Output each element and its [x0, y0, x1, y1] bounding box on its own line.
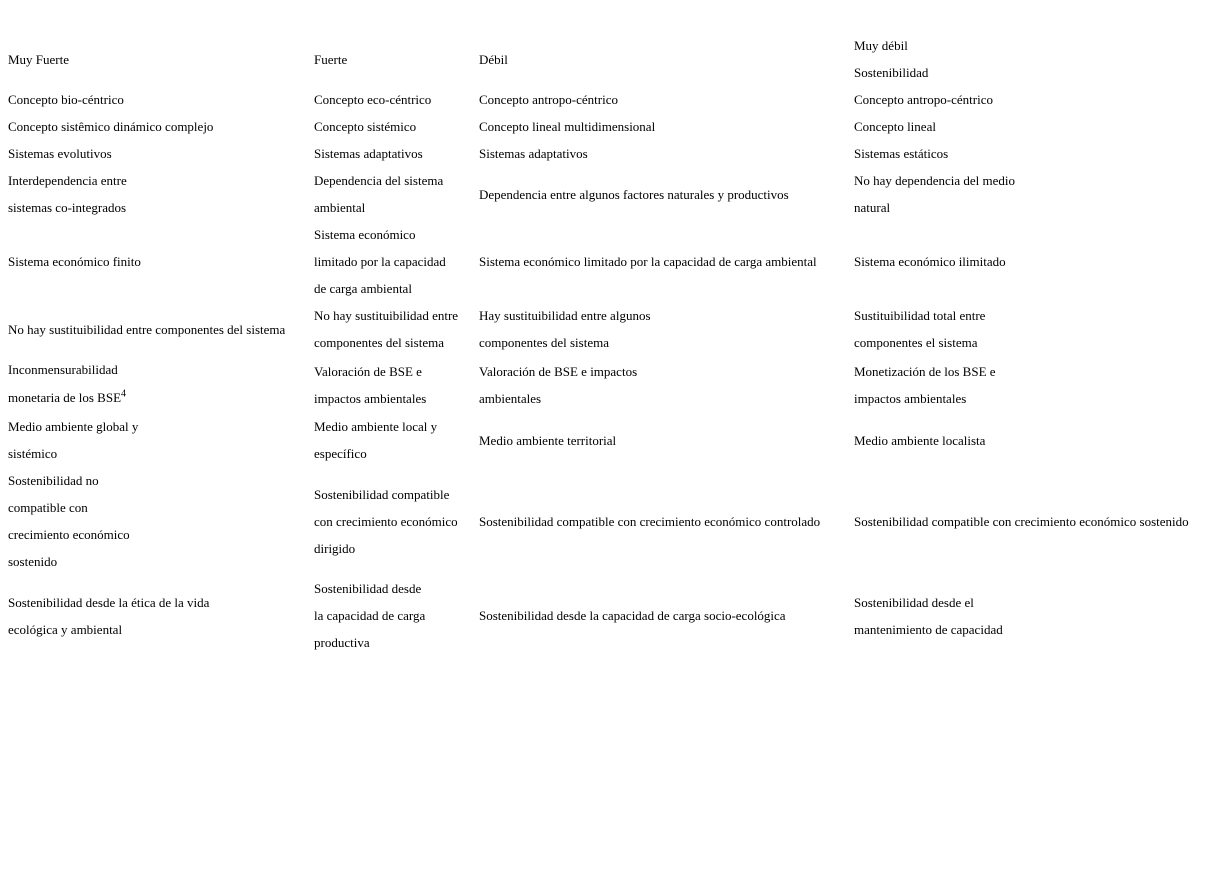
cell-line: sostenido	[8, 554, 58, 569]
cell-line: Concepto antropo-céntrico	[479, 92, 618, 107]
table-row	[6, 575, 1218, 656]
cell-line: Valoración de BSE e impactos	[479, 363, 638, 379]
cell-line: la capacidad de carga	[314, 608, 426, 623]
cell-line: Medio ambiente territorial	[479, 432, 617, 448]
cell-line: dirigido	[314, 540, 356, 556]
cell-line	[8, 383, 310, 413]
cell-line: Dependencia del sistema	[314, 173, 444, 188]
cell-line: Sistemas estáticos	[854, 146, 949, 161]
cell-line: Valoración de BSE e	[314, 363, 422, 379]
cell-line: Interdependencia entre	[8, 173, 127, 188]
cell-line: componentes el sistema	[854, 335, 978, 350]
cell-line: No hay dependencia del medio	[854, 173, 1015, 188]
cell-line: Sistema económico ilimitado	[854, 254, 1006, 269]
table-row	[6, 167, 1218, 221]
header-fuerte	[312, 32, 477, 86]
table-row	[6, 86, 1218, 113]
table-cell	[477, 413, 852, 467]
table-cell	[852, 86, 1218, 113]
cell-line: Sistema económico	[314, 227, 416, 242]
table-cell	[6, 221, 312, 302]
table-cell	[312, 221, 477, 302]
header-label: Muy débil	[854, 38, 908, 53]
cell-line: componentes del sistema	[314, 335, 444, 350]
table-cell	[477, 221, 852, 302]
table-cell	[852, 221, 1218, 302]
cell-line: Sostenibilidad desde	[314, 581, 422, 596]
cell-line: Sostenibilidad compatible	[314, 486, 450, 502]
cell-line: ecológica y ambiental	[8, 621, 123, 637]
cell-line: Sistema económico finito	[8, 254, 141, 269]
table-cell	[852, 302, 1218, 356]
table-cell	[477, 140, 852, 167]
table-cell	[852, 467, 1218, 575]
cell-line: Sistemas adaptativos	[479, 146, 588, 161]
table-row	[6, 467, 1218, 575]
table-row	[6, 113, 1218, 140]
table-body	[6, 86, 1218, 656]
table-cell	[312, 356, 477, 413]
cell-line: Medio ambiente global y	[8, 419, 139, 434]
table-row	[6, 413, 1218, 467]
header-muy-debil	[852, 32, 1218, 86]
header-label: Sostenibilidad	[854, 65, 929, 80]
cell-line: Sistemas adaptativos	[314, 146, 423, 161]
cell-line: Sostenibilidad desde la capacidad de carga socio-ecológica	[479, 608, 786, 623]
table-cell	[6, 167, 312, 221]
cell-line: Concepto sistémico	[314, 119, 417, 134]
cell-line: Sustituibilidad total entre	[854, 308, 986, 323]
cell-line: Concepto lineal	[854, 119, 936, 134]
cell-line: con crecimiento económico	[314, 513, 458, 529]
table-row	[6, 221, 1218, 302]
table-cell	[312, 302, 477, 356]
cell-line: Sostenibilidad desde el	[854, 594, 974, 610]
table-cell	[852, 413, 1218, 467]
cell-line: componentes del sistema	[479, 335, 609, 350]
table-cell	[477, 467, 852, 575]
header-debil	[477, 32, 852, 86]
cell-line: productiva	[314, 635, 370, 650]
table-cell	[477, 113, 852, 140]
cell-line: Concepto antropo-céntrico	[854, 92, 993, 107]
table-cell	[6, 413, 312, 467]
cell-line: impactos ambientales	[854, 390, 967, 406]
header-label: Muy Fuerte	[8, 51, 70, 67]
table-cell	[477, 167, 852, 221]
table-cell	[477, 356, 852, 413]
cell-line: compatible con	[8, 500, 88, 515]
cell-line: Concepto eco-céntrico	[314, 92, 432, 107]
cell-line: mantenimiento de capacidad	[854, 621, 1003, 637]
cell-line: impactos ambientales	[314, 390, 427, 406]
table-row	[6, 302, 1218, 356]
table-cell	[312, 86, 477, 113]
cell-line: Inconmensurabilidad	[8, 362, 118, 377]
table-cell	[312, 413, 477, 467]
table-cell	[312, 140, 477, 167]
table-cell	[312, 167, 477, 221]
cell-line: Medio ambiente local y	[314, 419, 438, 434]
cell-line: Dependencia entre algunos factores naturales y productivos	[479, 186, 789, 202]
cell-line: Sistemas evolutivos	[8, 146, 112, 161]
table-cell	[312, 113, 477, 140]
cell-line: crecimiento económico	[8, 527, 130, 542]
cell-line: Sostenibilidad no	[8, 473, 99, 488]
cell-line: Concepto bio-céntrico	[8, 92, 124, 107]
table-cell	[477, 302, 852, 356]
header-label: Fuerte	[314, 51, 348, 67]
table-cell	[6, 140, 312, 167]
cell-line: No hay sustituibilidad entre	[314, 308, 459, 323]
cell-text: monetaria de los BSE	[8, 390, 122, 405]
cell-line: ambiental	[314, 200, 366, 215]
header-muy-fuerte	[6, 32, 312, 86]
cell-line: limitado por la capacidad	[314, 254, 446, 269]
footnote-marker: 4	[121, 388, 127, 400]
cell-line: Sostenibilidad desde la ética de la vida	[8, 594, 210, 610]
table-cell	[477, 86, 852, 113]
table-row	[6, 140, 1218, 167]
cell-line: sistémico	[8, 446, 58, 461]
cell-line: Sostenibilidad compatible con crecimiento económico controlado	[479, 513, 821, 529]
table-cell	[6, 356, 312, 413]
cell-line: Hay sustituibilidad entre algunos	[479, 308, 651, 323]
table-row	[6, 356, 1218, 413]
table-cell	[6, 575, 312, 656]
cell-line: Sistema económico limitado por la capacidad de carga ambiental	[479, 254, 817, 269]
cell-line: Concepto lineal multidimensional	[479, 119, 656, 134]
table-cell	[852, 167, 1218, 221]
table-cell	[852, 575, 1218, 656]
sustainability-table	[6, 32, 1218, 656]
table-cell	[852, 356, 1218, 413]
cell-line: específico	[314, 446, 367, 461]
cell-line: natural	[854, 200, 891, 215]
table-header-row	[6, 32, 1218, 86]
table-cell	[477, 575, 852, 656]
table-cell	[312, 575, 477, 656]
cell-line: ambientales	[479, 390, 542, 406]
cell-line: de carga ambiental	[314, 281, 412, 296]
cell-line: sistemas co-integrados	[8, 200, 127, 215]
table-cell	[6, 467, 312, 575]
cell-line: Monetización de los BSE e	[854, 363, 996, 379]
cell-line: Medio ambiente localista	[854, 432, 986, 448]
header-label: Débil	[479, 51, 508, 67]
table-cell	[6, 113, 312, 140]
table-cell	[6, 86, 312, 113]
table-cell	[6, 302, 312, 356]
cell-line: Sostenibilidad compatible con crecimiento económico sostenido	[854, 513, 1189, 529]
cell-line: No hay sustituibilidad entre componentes del sistema	[8, 321, 286, 337]
table-cell	[312, 467, 477, 575]
cell-line: Concepto sistêmico dinámico complejo	[8, 119, 214, 134]
table-cell	[852, 113, 1218, 140]
table-cell	[852, 140, 1218, 167]
